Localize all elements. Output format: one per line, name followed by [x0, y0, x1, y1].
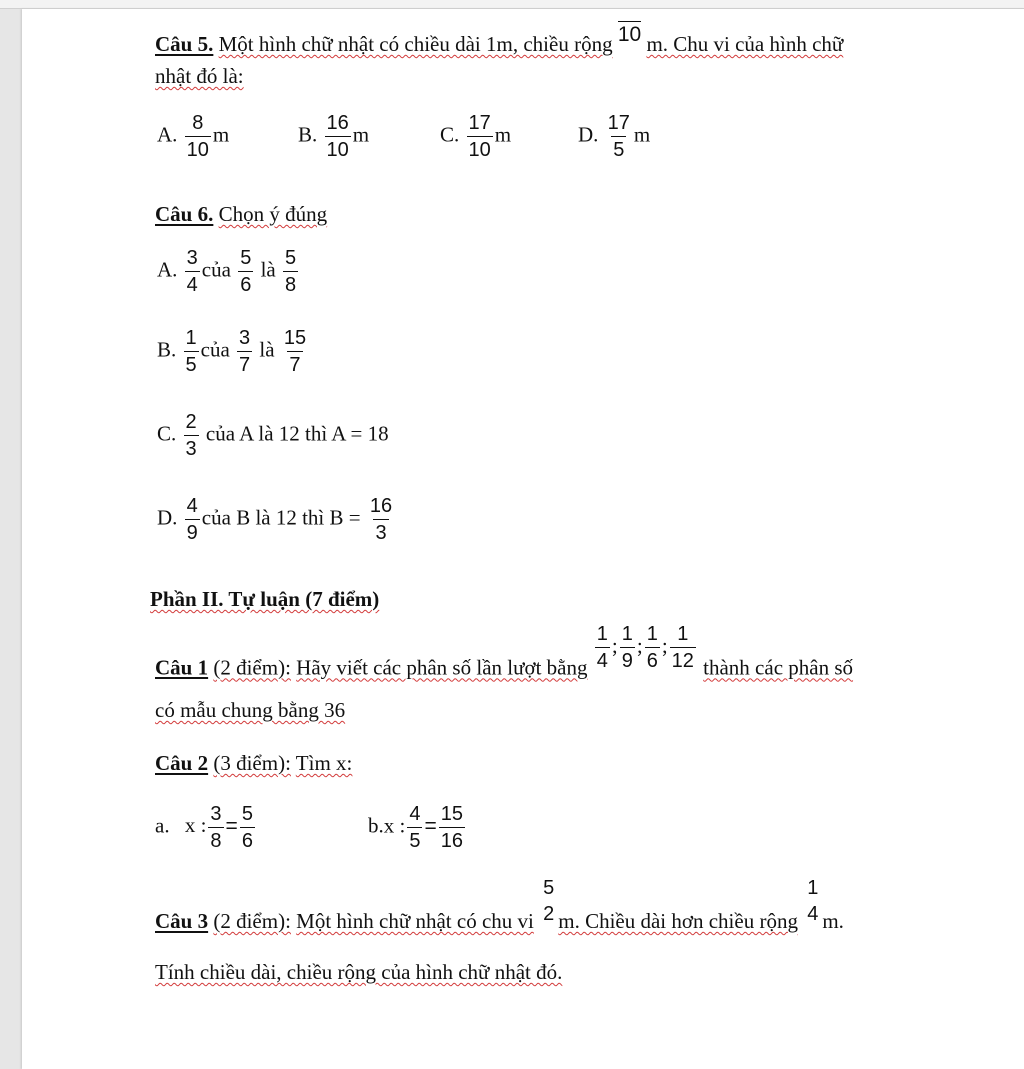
fraction [467, 112, 493, 161]
part-letter: a. [155, 813, 170, 838]
fraction [325, 112, 351, 161]
numerator: 1 [596, 623, 608, 645]
fraction [541, 877, 556, 925]
fraction [805, 877, 820, 925]
c1-text-c: có mẫu chung bằng 36 [155, 698, 346, 722]
fraction [184, 327, 199, 376]
q5-line-1 [155, 23, 844, 58]
option-text: của A là 12 thì A = 18 [205, 421, 389, 446]
equals-sign: = [424, 814, 437, 838]
fraction [439, 803, 465, 852]
c2-part-a [155, 803, 257, 852]
separator: ; [636, 633, 643, 658]
numerator: 4 [409, 803, 421, 825]
denominator: 9 [185, 519, 200, 544]
equals-sign: = [225, 814, 238, 838]
ribbon-edge [0, 0, 1024, 9]
c1-text-a: Hãy viết các phân số lần lượt bằng [296, 655, 588, 680]
denominator: 3 [373, 519, 388, 544]
option-letter: A. [157, 122, 178, 147]
word: là [260, 257, 276, 282]
denominator: 5 [184, 351, 199, 376]
fraction [595, 623, 610, 672]
c1-label: Câu 1 [155, 655, 209, 680]
denominator: 8 [208, 827, 223, 852]
q6-text: Chọn ý đúng [218, 202, 328, 226]
denominator: 12 [670, 647, 696, 672]
fraction [185, 247, 200, 296]
numerator: 5 [284, 247, 297, 269]
c3-text-b: m. Chiều dài hơn chiều rộng [558, 908, 798, 933]
denominator: 7 [237, 351, 252, 376]
c2-part-b [368, 803, 467, 852]
numerator: 1 [807, 877, 819, 899]
fraction [283, 247, 298, 296]
denominator: 7 [287, 351, 302, 376]
fraction [368, 495, 394, 544]
numerator: 16 [369, 495, 393, 517]
option-letter: D. [578, 122, 599, 147]
q5-width-value: 10 [617, 23, 642, 46]
option-letter: C. [157, 421, 177, 446]
denominator: 10 [467, 136, 493, 161]
equation-prefix: x : [184, 813, 207, 838]
c3-points: (2 điểm): [213, 908, 291, 933]
q6-option-a [157, 247, 300, 296]
q6-option-c [157, 411, 389, 460]
numerator: 3 [239, 327, 251, 349]
denominator: 10 [185, 136, 211, 161]
q5-line-2 [155, 63, 244, 89]
c2-heading [155, 750, 352, 776]
denominator: 5 [407, 827, 422, 852]
fraction [240, 803, 255, 852]
c1-line-1 [155, 623, 853, 682]
numerator: 17 [607, 112, 630, 134]
numerator: 2 [185, 411, 197, 433]
denominator: 4 [595, 647, 610, 672]
denominator: 6 [240, 827, 255, 852]
denominator: 5 [611, 136, 626, 161]
option-letter: D. [157, 505, 178, 530]
c3-line-1 [155, 877, 844, 936]
denominator: 4 [185, 271, 200, 296]
word: là [259, 337, 275, 362]
part2-title: Phần II. Tự luận (7 điểm) [150, 587, 380, 611]
numerator: 16 [326, 112, 349, 134]
unit: m [352, 122, 370, 147]
numerator: 1 [646, 623, 658, 645]
unit: m [494, 122, 512, 147]
denominator: 10 [325, 136, 351, 161]
denominator: 4 [807, 903, 819, 925]
q6-heading [155, 201, 327, 227]
unit: m [633, 122, 651, 147]
q6-option-b [157, 327, 310, 376]
numerator: 8 [192, 112, 204, 134]
numerator: 15 [440, 803, 463, 825]
c2-label: Câu 2 [155, 751, 209, 775]
fraction [670, 623, 696, 672]
word: của [201, 257, 231, 282]
c2-text: Tìm x: [295, 751, 353, 775]
q5-option-c [440, 112, 511, 161]
denominator: 8 [283, 271, 298, 296]
option-letter: B. [157, 337, 177, 362]
c3-line-2 [155, 959, 562, 985]
numerator: 3 [186, 247, 198, 269]
numerator: 5 [241, 803, 253, 825]
option-letter: A. [157, 257, 178, 282]
fraction [620, 623, 635, 672]
word: của [200, 337, 230, 362]
c1-points: (2 điểm): [213, 655, 291, 680]
q6-label: Câu 6. [155, 202, 214, 226]
numerator: 3 [210, 803, 222, 825]
fraction [407, 803, 422, 852]
denominator: 6 [645, 647, 660, 672]
fraction [185, 112, 211, 161]
numerator: 17 [468, 112, 491, 134]
separator: ; [661, 633, 668, 658]
c3-label: Câu 3 [155, 908, 209, 933]
option-letter: C. [440, 122, 460, 147]
numerator: 5 [240, 247, 252, 269]
denominator: 6 [238, 271, 253, 296]
denominator: 2 [543, 903, 555, 925]
c3-text-d: Tính chiều dài, chiều rộng của hình chữ nhật đó. [155, 960, 563, 984]
q5-option-a [157, 112, 229, 161]
separator: ; [611, 633, 618, 658]
numerator: 15 [283, 327, 307, 349]
c2-points: (3 điểm): [213, 751, 291, 775]
equation-prefix: x : [383, 813, 406, 838]
c1-text-b: thành các phân số [703, 655, 854, 680]
q5-label: Câu 5. [155, 32, 214, 56]
q5-text-a: Một hình chữ nhật có chiều dài 1m, chiều rộng [218, 32, 613, 56]
fraction [282, 327, 308, 376]
numerator: 1 [185, 327, 197, 349]
q5-text-b: m. Chu vi của hình chữ [646, 32, 844, 56]
denominator: 16 [439, 827, 465, 852]
numerator: 5 [543, 877, 555, 899]
fraction [185, 495, 200, 544]
denominator: 3 [184, 435, 199, 460]
q5-option-d [578, 112, 650, 161]
q5-option-b [298, 112, 369, 161]
numerator: 1 [677, 623, 689, 645]
fraction [208, 803, 223, 852]
fraction [238, 247, 253, 296]
document-page [22, 9, 1024, 1069]
numerator: 4 [186, 495, 198, 517]
fraction [606, 112, 632, 161]
fraction [184, 411, 199, 460]
c1-line-2 [155, 697, 345, 723]
numerator: 1 [621, 623, 633, 645]
fraction [237, 327, 252, 376]
fraction [645, 623, 660, 672]
option-text: của B là 12 thì B = [201, 505, 361, 530]
q5-text-c: nhật đó là: [155, 64, 244, 88]
part-letter: b. [368, 813, 384, 838]
c3-text-c: m. [822, 908, 844, 933]
denominator: 9 [620, 647, 635, 672]
c3-text-a: Một hình chữ nhật có chu vi [296, 908, 534, 933]
q6-option-d [157, 495, 396, 544]
option-letter: B. [298, 122, 318, 147]
unit: m [212, 122, 230, 147]
